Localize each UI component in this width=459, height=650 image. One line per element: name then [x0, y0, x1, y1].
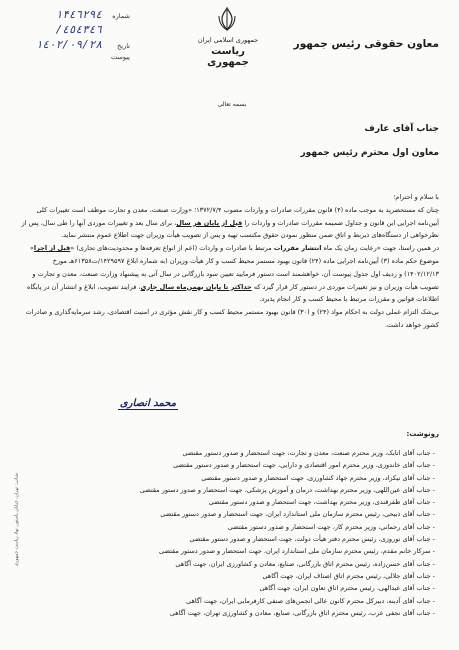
list-item: - جناب آقای عبدالهی، رئیس محترم اتاق تعاون ایران، جهت آگاهی: [55, 582, 435, 594]
p1-highlight: قبل از پایان هر سال: [176, 218, 243, 227]
letter-body: [19, 191, 439, 332]
p2-bold: انتشار مقررات: [273, 244, 322, 253]
p2-text-a: در همین راستا، جهت «رعایت زمان یک ماه: [323, 244, 439, 253]
list-item: - جناب آقای ذبیحی، رئیس محترم سازمان ملی استاندارد ایران، جهت استحضار و صدور دستور مقتضی: [55, 508, 435, 520]
date-row: [20, 38, 130, 53]
list-item: - جناب آقای آدینه، دبیرکل محترم کانون عالی انجمن‌های صنفی کارفرمایی ایران، جهت آگاهی: [55, 595, 435, 607]
paragraph-3: بی‌شک التزام عملی دولت به احکام مواد (۲۴) و (۳۰) قانون بهبود مستمر محیط کسب و کار نقش مؤثری در امنیت اقتصادی، رشد سرمایه‌گذاری و صادرات کشور خواهد داشت.: [25, 308, 439, 329]
number-row: [20, 8, 130, 23]
p2-text-e: ، فرایند تصویب، ابلاغ و انتشار آن در پایگاه اطلاعات قوانین و مقررات مرتبط با محیط کسب و کار انجام پذیرد.: [26, 282, 439, 304]
list-item: - جناب آقای نجفی عرب، رئیس محترم اتاق بازرگانی، صنایع، معادن و کشاورزی تهران، جهت آگاهی: [55, 607, 435, 619]
bismillah: بسمه تعالی: [217, 101, 247, 108]
cc-list: [55, 447, 435, 619]
addressee-name: جناب آقای عارف: [364, 124, 439, 134]
p2-text-c: مرتبط با صادرات و واردات (اعم از انواع تعرفه‌ها و محدودیت‌های تجاری): [76, 244, 272, 253]
iran-emblem-icon: [216, 6, 238, 32]
p2-text-d: » موضوع حکم ماده (۳) آیین‌نامه اجرایی ماده (۲۴) قانون بهبود مستمر محیط کسب و کار هیأت وزیران (به شماره ابلاغ ۱۴۲۹۵۹۷/ت۶۱۳۵۸هـ مورخ ۱۴۰۲/۱۲/۱۳) و ردیف اول جدول پیوست آن، خواهشمند است دستور فرمایید تعیین سود بازرگانی در سال آتی به پیشنهاد وزارت صنعت، معدن و تجارت و تصویب هیأت وزیران و نیز تغییرات موردی در دستور کار قرار گیرد که: [29, 244, 439, 291]
number-value: ١۴٤٦٢٩٤: [55, 8, 102, 21]
p1-text-a: چنان که مستحضرید به موجب ماده (۴) قانون مقررات صادرات و واردات مصوب ۱۳۷۲/۷/۴؛ «وزارت صنعت، معدن و تجارت موظف است تغییرات کلی آیین‌نامه اجرایی این قانون و جداول ضمیمه مقررات صادرات و واردات را: [36, 205, 439, 227]
p1-text-b: ، برای سال بعد و تغییرات موردی آنها را طی سال، پس از نظرخواهی از دستگاه‌های ذیربط و اتاق ضمن منظور نمودن حقوق مکتسب تهیه و پس از تصویب هیأت وزیران جهت اطلاع عموم منتشر نماید.: [21, 218, 439, 240]
number-value-2: ٤٥٤٣٤٦/: [55, 23, 102, 36]
paragraph-1: [19, 204, 439, 242]
cc-title: رونوشت:: [406, 430, 439, 438]
p2-highlight: قبل از اجرا: [33, 244, 71, 253]
list-item: - جناب آقای جلالی، رئیس محترم اتاق اصناف ایران، جهت آگاهی: [55, 570, 435, 582]
addressee-title: معاون اول محترم رئیس جمهور: [300, 148, 439, 158]
letter-meta: [20, 8, 130, 68]
p2-highlight-2: حداکثر تا پایان بهمن‌ماه سال جاری: [140, 282, 252, 291]
list-item: - جناب آقای حسن‌زاده، رئیس محترم اتاق بازرگانی، صنایع، معادن و کشاورزی ایران، جهت آگاهی: [55, 558, 435, 570]
margin-note: نشانی: تهران، خیابان پاستور، نهاد ریاست جمهوری: [14, 472, 20, 567]
date-label: تاریخ: [117, 42, 130, 50]
number-row-2: [20, 23, 130, 38]
paragraph-2: در همین راستا، جهت «رعایت زمان یک ماه انتشار مقررات مرتبط با صادرات و واردات (اعم از انواع تعرفه‌ها و محدودیت‌های تجاری) «قبل از اجرا» موضوع حکم ماده (۳) آیین‌نامه اجرایی ماده (۲۴) قانون بهبود مستمر محیط کسب و کار هیأت وزیران (به شماره ابلاغ ۱۴۲۹۵۹۷/ت۶۱۳۵۸هـ مورخ ۱۴۰۲/۱۲/۱۳) و ردیف اول جدول پیوست آن، خواهشمند است دستور فرمایید تعیین سود بازرگانی در سال آتی به پیشنهاد وزارت صنعت، معدن و تجارت و تصویب هیأت وزیران و نیز تغییرات موردی در دستور کار قرار گیرد که حداکثر تا پایان بهمن‌ماه سال جاری، فرایند تصویب، ابلاغ و انتشار آن در پایگاه اطلاعات قوانین و مقررات مرتبط با محیط کسب و کار انجام پذیرد.: [26, 244, 439, 304]
list-item: - جناب آقای اتابک، وزیر محترم صنعت، معدن و تجارت، جهت استحضار و صدور دستور مقتضی: [55, 447, 435, 459]
office-title: معاون حقوقی رئیس جمهور: [293, 38, 439, 50]
greeting: با سلام و احترام؛: [393, 193, 439, 201]
list-item: - سرکار خانم مقدم، رئیس محترم سازمان ملی استاندارد ایران، جهت استحضار و صدور دستور مقتضی: [55, 545, 435, 557]
list-item: - جناب آقای ظفرقندی، وزیر محترم بهداشت، جهت استحضار و صدور دستور مقتضی: [55, 496, 435, 508]
signature: محمد انصاری: [119, 398, 177, 409]
republic-label: جمهوری اسلامی ایران: [197, 36, 259, 44]
list-item: - جناب آقای عین‌اللهی، وزیر محترم بهداشت، درمان و آموزش پزشکی، جهت استحضار و صدور دستور مقتضی: [55, 484, 435, 496]
list-item: - جناب آقای رحمانی، وزیر محترم کار، جهت استحضار و صدور دستور مقتضی: [55, 521, 435, 533]
attachment-label: پیوست: [111, 53, 130, 61]
list-item: - جناب آقای نوروزی، رئیس محترم دفتر هیأت دولت، جهت استحضار و صدور دستور مقتضی: [55, 533, 435, 545]
number-label: شماره: [112, 12, 130, 20]
presidency-label: ریاست جمهوری: [207, 46, 249, 68]
list-item: - جناب آقای خاندوزی، وزیر محترم امور اقتصادی و دارایی، جهت استحضار و صدور دستور مقتضی: [55, 459, 435, 471]
list-item: - جناب آقای نیکزاد، وزیر محترم جهاد کشاورزی، جهت استحضار و صدور دستور مقتضی: [55, 472, 435, 484]
date-value: ١٤٠٢/٠٩/٢٨: [35, 38, 102, 51]
attachment-row: [20, 53, 130, 68]
